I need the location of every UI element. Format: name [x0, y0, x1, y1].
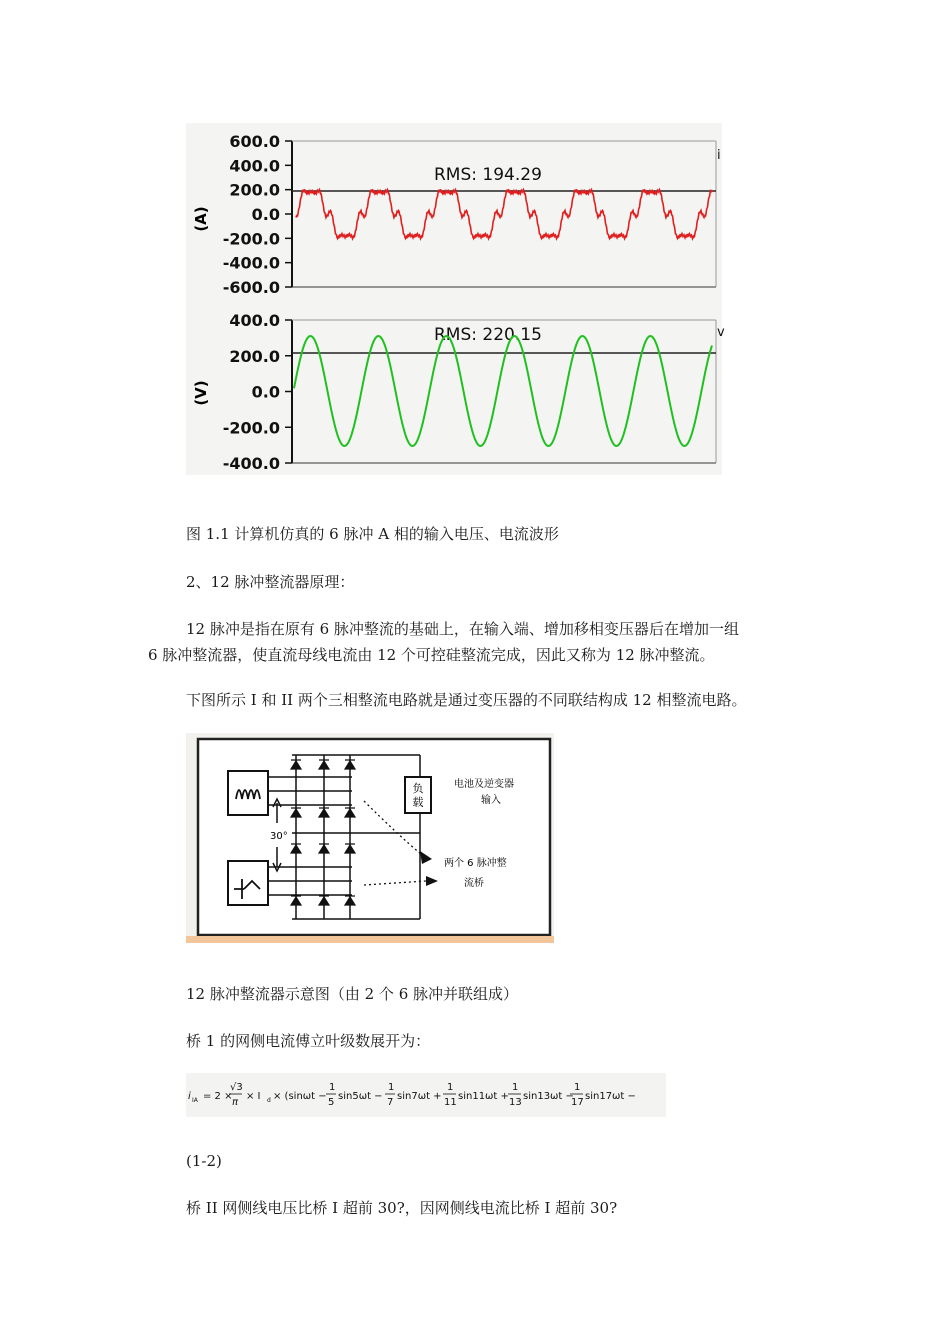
voltage-edge-label: v [717, 325, 725, 340]
formula-pi: π [232, 1097, 239, 1108]
paragraph-2: 下图所示 I 和 II 两个三相整流电路就是通过变压器的不同联结构成 12 相整流电路。 [186, 691, 747, 709]
current-tick-label: 600.0 [229, 132, 280, 151]
output-label-1: 电池及逆变器 [454, 779, 514, 790]
voltage-tick-label: 200.0 [229, 346, 280, 366]
frame-shadow [186, 936, 554, 943]
transformer-2 [228, 861, 268, 905]
paragraph-1-line-2: 6 脉冲整流器，使直流母线电流由 12 个可控硅整流完成，因此又称为 12 脉冲整流。 [148, 646, 715, 664]
formula-f17: 17 [571, 1097, 584, 1108]
svg-text:1: 1 [447, 1082, 454, 1093]
waveform-svg [186, 123, 725, 475]
voltage-tick-label: 400.0 [229, 311, 280, 330]
current-tick-label: 400.0 [229, 156, 280, 176]
formula-f11: 11 [444, 1097, 457, 1108]
waveform-figure [186, 123, 725, 475]
formula-lhs-sub: IA [192, 1097, 198, 1104]
equation-number: (1-2) [186, 1152, 222, 1170]
paragraph-1-line-1: 12 脉冲是指在原有 6 脉冲整流的基础上，在输入端、增加移相变压器后在增加一组 [186, 620, 739, 638]
voltage-tick-label: -400.0 [222, 454, 280, 473]
formula-t7: sin7ωt + [397, 1091, 442, 1102]
current-waveform [296, 190, 712, 239]
voltage-tick-label: 0.0 [251, 382, 280, 402]
figure2-caption: 12 脉冲整流器示意图（由 2 个 6 脉冲并联组成） [186, 985, 519, 1003]
bridge-label-2: 流桥 [464, 878, 484, 889]
svg-text:1: 1 [388, 1082, 395, 1093]
current-plot [192, 132, 721, 297]
section-heading: 2、12 脉冲整流器原理： [186, 573, 355, 591]
current-tick-label: -200.0 [222, 229, 280, 249]
svg-text:1: 1 [574, 1082, 581, 1093]
transformer-1 [228, 771, 268, 815]
formula-t5: sin5ωt − [338, 1091, 383, 1102]
voltage-rms-label: RMS: 220.15 [434, 325, 542, 345]
current-tick-label: 200.0 [229, 180, 280, 200]
svg-text:1: 1 [329, 1082, 336, 1093]
paragraph-4: 桥 II 网侧线电压比桥 I 超前 30?，因网侧线电流比桥 I 超前 30? [186, 1199, 618, 1217]
current-tick-label: -600.0 [222, 278, 280, 297]
formula-svg [186, 1073, 666, 1117]
formula-times-id: × I [246, 1091, 261, 1102]
figure1-caption: 图 1.1 计算机仿真的 6 脉冲 A 相的输入电压、电流波形 [186, 525, 559, 543]
current-tick-label: -400.0 [222, 253, 280, 273]
phase-angle-label: 30° [270, 831, 288, 842]
output-label-2: 输入 [481, 795, 501, 806]
current-tick-label: 0.0 [251, 205, 280, 224]
voltage-plot [192, 311, 725, 473]
formula-sqrt3: √3 [230, 1082, 243, 1093]
formula-open: × (sinωt − [273, 1091, 327, 1102]
load-label-1: 负 [412, 782, 424, 795]
bridge-label-1: 两个 6 脉冲整 [444, 858, 507, 869]
formula-lhs: i [188, 1091, 191, 1102]
rectifier-circuit-figure [186, 733, 554, 943]
paragraph-3: 桥 1 的网侧电流傅立叶级数展开为： [186, 1032, 431, 1050]
current-ticks [223, 132, 292, 297]
current-ylabel: (A) [192, 206, 210, 232]
formula-f5: 5 [328, 1097, 335, 1108]
current-rms-label: RMS: 194.29 [434, 165, 542, 185]
formula-f13: 13 [509, 1097, 522, 1108]
circuit-svg [186, 733, 554, 943]
load-label-2: 载 [412, 796, 424, 809]
voltage-ticks [223, 311, 292, 473]
formula-t17: sin17ωt − [585, 1091, 636, 1102]
fourier-formula [186, 1073, 666, 1117]
formula-id-sub: d [267, 1097, 271, 1104]
voltage-tick-label: -200.0 [222, 418, 280, 438]
formula-t13: sin13ωt − [523, 1091, 574, 1102]
formula-prefix: = 2 × [203, 1091, 233, 1102]
svg-text:1: 1 [512, 1082, 519, 1093]
current-edge-label: i [717, 148, 721, 163]
formula-t11: sin11ωt + [458, 1091, 509, 1102]
formula-f7: 7 [387, 1097, 394, 1108]
voltage-ylabel: (V) [192, 380, 210, 406]
